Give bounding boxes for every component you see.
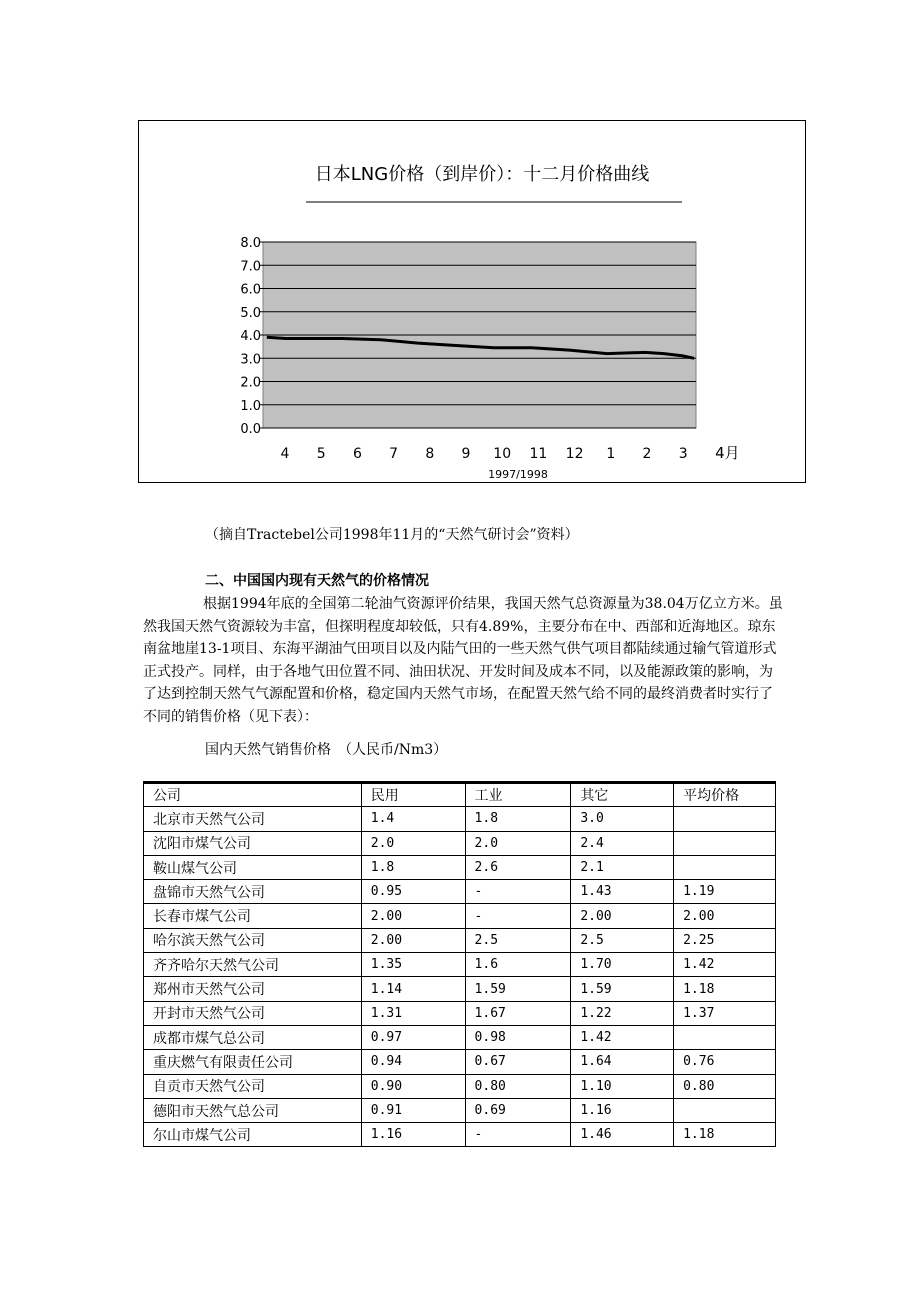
- price-cell: 0.67: [465, 1050, 571, 1074]
- company-name-cell: 重庆燃气有限责任公司: [144, 1050, 362, 1074]
- price-cell: 2.6: [465, 855, 571, 879]
- x-tick-label: 10: [493, 446, 512, 462]
- price-cell: 1.8: [465, 807, 571, 831]
- company-name-cell: 哈尔滨天然气公司: [144, 928, 362, 952]
- price-cell: [674, 1098, 776, 1122]
- table-row: [144, 1025, 776, 1049]
- price-cell: 0.69: [465, 1098, 571, 1122]
- table-header-cell: 公司: [144, 783, 362, 807]
- body-paragraph: 根据1994年底的全国第二轮油气资源评价结果，我国天然气总资源量为38.04万亿立方米。虽然我国天然气资源较为丰富，但探明程度却较低，只有4.89%，主要分布在中、西部和近海地区。琼东南盆地崖13-1项目、东海平湖油气田项目以及内陆气田的一些天然气供气项目都陆续通过输气管道形式正式投产。同样，由于各地气田位置不同、油田状况、开发时间及成本不同，以及能源政策的影响，为了达到控制天然气气源配置和价格，稳定国内天然气市场，在配置天然气给不同的最终消费者时实行了不同的销售价格（见下表）：: [143, 596, 783, 725]
- table-header-cell: 平均价格: [674, 783, 776, 807]
- price-cell: 1.64: [571, 1050, 674, 1074]
- price-cell: 0.76: [674, 1050, 776, 1074]
- price-cell: 0.91: [361, 1098, 465, 1122]
- x-tick-label: 7: [389, 446, 399, 462]
- x-axis-label: 1997/1998: [488, 468, 548, 481]
- table-header-row: [144, 783, 776, 807]
- price-cell: 1.22: [571, 1001, 674, 1025]
- table-row: [144, 855, 776, 879]
- price-cell: 2.00: [571, 904, 674, 928]
- price-cell: 2.5: [465, 928, 571, 952]
- y-tick-label: 0.0: [240, 422, 261, 437]
- price-cell: 1.42: [571, 1025, 674, 1049]
- x-tick-label: 2: [642, 446, 652, 462]
- price-cell: 0.80: [465, 1074, 571, 1098]
- price-cell: 3.0: [571, 807, 674, 831]
- company-name-cell: 北京市天然气公司: [144, 807, 362, 831]
- price-cell: 1.18: [674, 977, 776, 1001]
- company-name-cell: 成都市煤气总公司: [144, 1025, 362, 1049]
- chart-title: 日本LNG价格（到岸价）：十二月价格曲线: [314, 164, 650, 185]
- y-tick-label: 2.0: [240, 375, 261, 391]
- price-cell: 0.97: [361, 1025, 465, 1049]
- y-tick-label: 7.0: [240, 259, 261, 275]
- price-cell: 2.4: [571, 831, 674, 855]
- price-cell: [674, 1025, 776, 1049]
- price-cell: 1.8: [361, 855, 465, 879]
- table-row: [144, 1123, 776, 1147]
- company-name-cell: 鞍山煤气公司: [144, 855, 362, 879]
- price-cell: 1.37: [674, 1001, 776, 1025]
- table-row: [144, 977, 776, 1001]
- price-cell: -: [465, 904, 571, 928]
- y-tick-label: 5.0: [240, 305, 261, 321]
- x-tick-label: 5: [316, 446, 326, 462]
- price-cell: 1.70: [571, 953, 674, 977]
- table-row: [144, 807, 776, 831]
- company-name-cell: 长春市煤气公司: [144, 904, 362, 928]
- company-name-cell: 德阳市天然气总公司: [144, 1098, 362, 1122]
- y-tick-label: 8.0: [240, 236, 261, 251]
- x-tick-label: 11: [529, 446, 548, 462]
- price-cell: 1.59: [571, 977, 674, 1001]
- company-name-cell: 盘锦市天然气公司: [144, 880, 362, 904]
- price-cell: 0.90: [361, 1074, 465, 1098]
- x-tick-label: 12: [565, 446, 584, 462]
- x-tick-label: 6: [352, 446, 362, 462]
- chart-canvas: [139, 121, 805, 482]
- price-cell: -: [465, 1123, 571, 1147]
- price-cell: 2.1: [571, 855, 674, 879]
- table-body: [144, 783, 776, 1147]
- table-header-cell: 工业: [465, 783, 571, 807]
- company-name-cell: 自贡市天然气公司: [144, 1074, 362, 1098]
- table-row: [144, 1098, 776, 1122]
- price-cell: 2.0: [361, 831, 465, 855]
- company-name-cell: 沈阳市煤气公司: [144, 831, 362, 855]
- company-name-cell: 齐齐哈尔天然气公司: [144, 953, 362, 977]
- price-cell: [674, 855, 776, 879]
- price-cell: 1.6: [465, 953, 571, 977]
- price-cell: 1.16: [361, 1123, 465, 1147]
- company-name-cell: 尔山市煤气公司: [144, 1123, 362, 1147]
- x-axis-unit-label: 4月: [715, 444, 740, 462]
- price-cell: 1.43: [571, 880, 674, 904]
- lng-price-chart: [138, 120, 806, 483]
- price-cell: 1.10: [571, 1074, 674, 1098]
- section-heading: 二、中国国内现有天然气的价格情况: [205, 573, 429, 589]
- price-cell: 1.42: [674, 953, 776, 977]
- price-cell: 1.31: [361, 1001, 465, 1025]
- table-row: [144, 1001, 776, 1025]
- price-cell: 2.00: [361, 928, 465, 952]
- price-cell: 1.67: [465, 1001, 571, 1025]
- price-cell: 0.94: [361, 1050, 465, 1074]
- company-name-cell: 开封市天然气公司: [144, 1001, 362, 1025]
- x-tick-label: 8: [425, 446, 435, 462]
- y-tick-label: 6.0: [240, 282, 261, 298]
- price-cell: 1.4: [361, 807, 465, 831]
- gas-price-table: [143, 781, 776, 1147]
- x-tick-label: 4: [280, 446, 290, 462]
- price-cell: 1.59: [465, 977, 571, 1001]
- table-row: [144, 953, 776, 977]
- price-cell: 1.14: [361, 977, 465, 1001]
- price-cell: 1.16: [571, 1098, 674, 1122]
- x-axis-ticks: [281, 446, 688, 462]
- price-cell: 2.5: [571, 928, 674, 952]
- y-axis-ticks: [240, 236, 263, 437]
- y-tick-label: 4.0: [240, 329, 261, 344]
- y-tick-label: 3.0: [240, 352, 261, 368]
- table-row: [144, 880, 776, 904]
- table-title: 国内天然气销售价格 （人民币/Nm3）: [205, 742, 448, 758]
- table-row: [144, 904, 776, 928]
- price-cell: -: [465, 880, 571, 904]
- price-cell: 0.80: [674, 1074, 776, 1098]
- table-row: [144, 831, 776, 855]
- price-cell: [674, 807, 776, 831]
- price-cell: 2.00: [361, 904, 465, 928]
- company-name-cell: 郑州市天然气公司: [144, 977, 362, 1001]
- table-row: [144, 1050, 776, 1074]
- y-tick-label: 1.0: [240, 398, 261, 414]
- price-cell: 1.18: [674, 1123, 776, 1147]
- price-cell: 2.00: [674, 904, 776, 928]
- x-tick-label: 9: [461, 446, 471, 462]
- price-cell: 2.25: [674, 928, 776, 952]
- price-cell: [674, 831, 776, 855]
- chart-source-caption: （摘自Tractebel公司1998年11月的“天然气研讨会”资料）: [205, 527, 579, 543]
- table-row: [144, 928, 776, 952]
- price-cell: 1.35: [361, 953, 465, 977]
- price-cell: 0.98: [465, 1025, 571, 1049]
- x-tick-label: 3: [678, 446, 688, 462]
- table-row: [144, 1074, 776, 1098]
- price-cell: 2.0: [465, 831, 571, 855]
- price-cell: 1.46: [571, 1123, 674, 1147]
- price-cell: 0.95: [361, 880, 465, 904]
- price-cell: 1.19: [674, 880, 776, 904]
- x-tick-label: 1: [606, 446, 616, 462]
- table-header-cell: 其它: [571, 783, 674, 807]
- table-header-cell: 民用: [361, 783, 465, 807]
